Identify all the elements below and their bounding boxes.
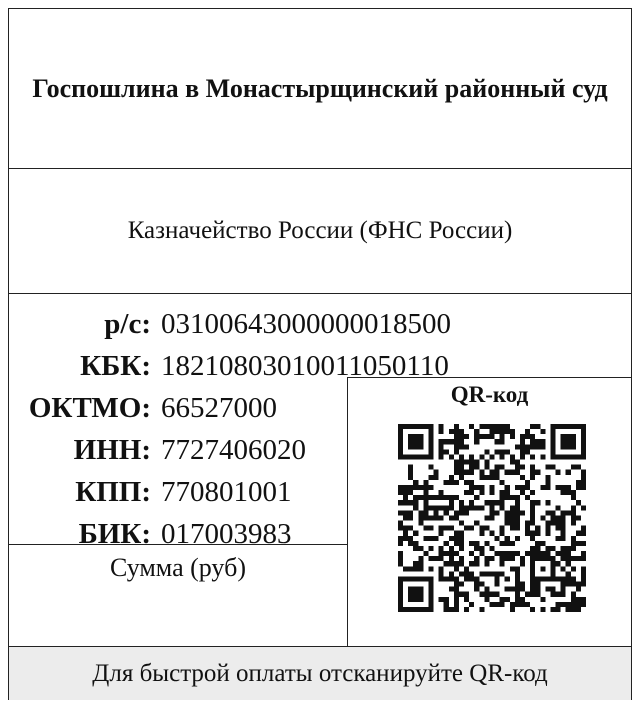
sum-section [9,544,347,646]
oktmo-label: ОКТМО: [28,391,151,424]
kbk-label: КБК: [80,349,151,382]
qr-title: QR-код [450,382,529,407]
detail-row-oktmo [9,388,277,428]
bik-value: 017003983 [161,517,292,550]
qr-section [347,377,631,646]
qr-code-icon [398,424,586,612]
account-value: 03100643000000018500 [161,307,451,340]
detail-row-inn [9,430,306,470]
bik-label: БИК: [78,517,151,550]
payee-name: Казначейство России (ФНС России) [9,169,631,294]
payment-details [9,294,631,646]
payment-receipt [8,8,632,700]
detail-row-account [9,304,451,344]
footer-hint: Для быстрой оплаты отсканируйте QR-код [9,646,631,700]
sum-label: Сумма (руб) [110,553,246,582]
inn-label: ИНН: [73,433,151,466]
detail-row-kpp [9,472,292,512]
receipt-title: Госпошлина в Монастырщинский районный суд [9,9,631,169]
account-label: р/с: [104,307,151,340]
inn-value: 7727406020 [161,433,306,466]
oktmo-value: 66527000 [161,391,277,424]
kpp-label: КПП: [75,475,151,508]
kbk-value: 18210803010011050110 [161,349,449,382]
kpp-value: 770801001 [161,475,292,508]
